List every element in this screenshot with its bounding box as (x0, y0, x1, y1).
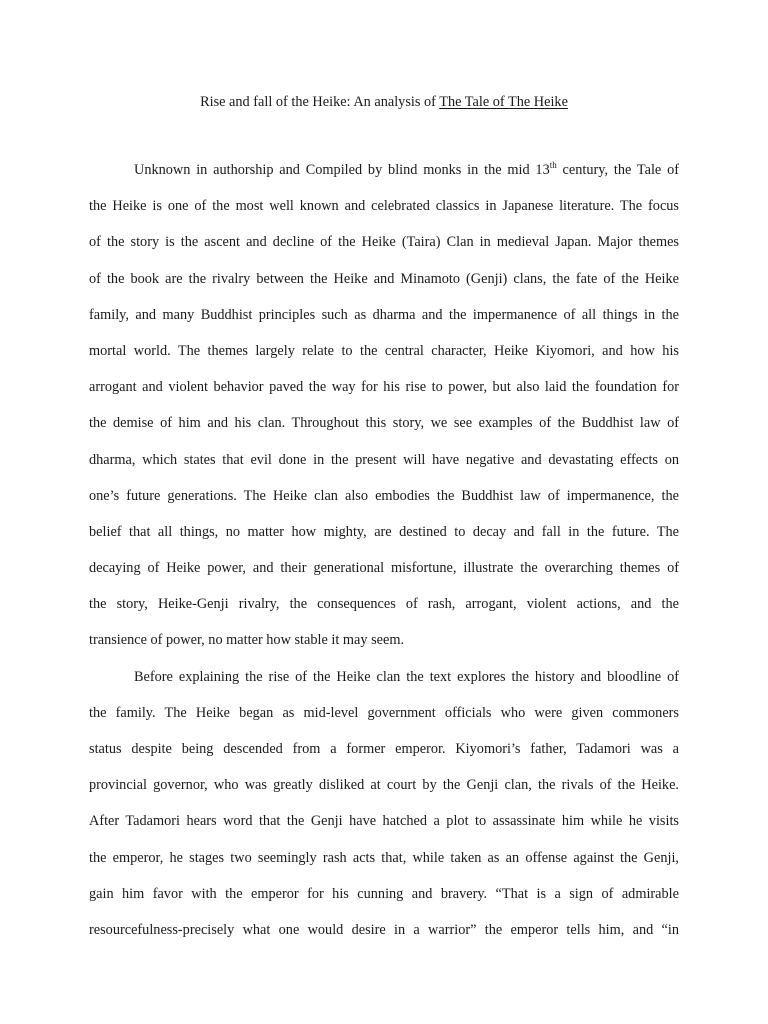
paragraph-line: of the book are the rivalry between the Heike and Minamoto (Genji) clans, the fate of the Heike (89, 270, 679, 287)
document-body (89, 152, 679, 948)
paragraph-line (89, 152, 679, 188)
paragraph-line: one’s future generations. The Heike clan also embodies the Buddhist law of impermanence, the (89, 487, 679, 504)
paragraph-line: mortal world. The themes largely relate to the central character, Heike Kiyomori, and how his (89, 342, 679, 359)
paragraph-line: resourcefulness-precisely what one would desire in a warrior” the emperor tells him, and “in (89, 921, 679, 938)
title-work-name: The Tale of The Heike (439, 94, 568, 110)
paragraph-line: belief that all things, no matter how mighty, are destined to decay and fall in the future. The (89, 523, 679, 540)
paragraph-line: After Tadamori hears word that the Genji have hatched a plot to assassinate him while he visits (89, 813, 679, 830)
paragraph-line: of the story is the ascent and decline of the Heike (Taira) Clan in medieval Japan. Major themes (89, 234, 679, 251)
paragraph-line: the demise of him and his clan. Throughout this story, we see examples of the Buddhist law of (89, 415, 679, 432)
paragraph-line: the family. The Heike began as mid-level government officials who were given commoners (89, 704, 679, 721)
paragraph-line: the story, Heike-Genji rivalry, the consequences of rash, arrogant, violent actions, and the (89, 596, 679, 613)
paragraph-line: the emperor, he stages two seemingly rash acts that, while taken as an offense against the Genji, (89, 849, 679, 866)
paragraph-line: the Heike is one of the most well known and celebrated classics in Japanese literature. The focus (89, 198, 679, 215)
line-text: Unknown in authorship and Compiled by blind monks in the mid 13 (134, 162, 550, 178)
paragraph-line: family, and many Buddhist principles such as dharma and the impermanence of all things in the (89, 306, 679, 323)
paragraph-line: provincial governor, who was greatly disliked at court by the Genji clan, the rivals of the Heike. (89, 777, 679, 794)
title-prefix: Rise and fall of the Heike: An analysis of (200, 94, 440, 110)
ordinal-superscript: th (549, 160, 557, 170)
paragraph-line: status despite being descended from a former emperor. Kiyomori’s father, Tadamori was a (89, 741, 679, 757)
paragraph-line: dharma, which states that evil done in the present will have negative and devastating effects on (89, 451, 679, 468)
paragraph-line: decaying of Heike power, and their generational misfortune, illustrate the overarching themes of (89, 560, 679, 577)
paragraph-line: gain him favor with the emperor for his cunning and bravery. “That is a sign of admirable (89, 885, 679, 902)
line-text: century, the Tale of (556, 162, 679, 178)
paragraph-line: Before explaining the rise of the Heike clan the text explores the history and bloodline of (134, 668, 679, 685)
document-title (0, 92, 768, 112)
paragraph-line: arrogant and violent behavior paved the way for his rise to power, but also laid the foundation for (89, 379, 679, 396)
paragraph-line: transience of power, no matter how stable it may seem. (89, 632, 405, 649)
